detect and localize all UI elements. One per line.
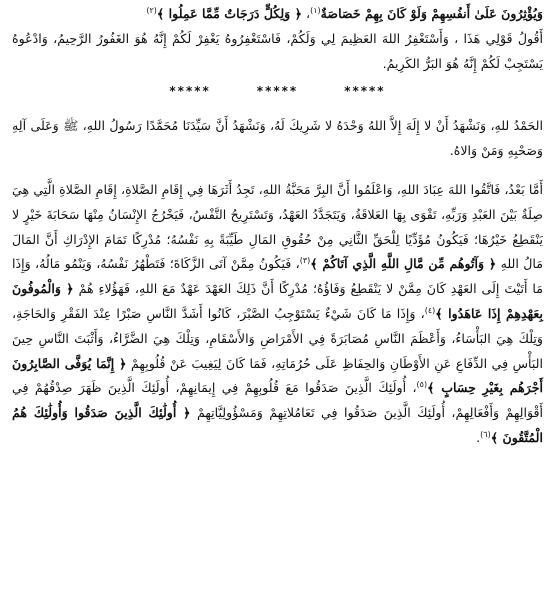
star-separator: ***** (169, 84, 211, 99)
footnote-marker[interactable]: (٤) (424, 305, 436, 315)
footnote-marker[interactable]: (٥) (416, 380, 428, 390)
body-text: ، فَيَكُونُ مِمَّنْ آتَى الزَّكَاةَ؛ فَتَطْهُرُ نَفْسُهُ، وَيَنْمُو مَالُهُ، وَإِذَا مَا أَتَيْتَ إِلَى العَهْدِ كَانَ مِمَّنْ لا يَنْقَطِعُ وَفَاؤُهُ؛ مُدْرِكًا أَنَّ ذَلِكَ العَهْدَ عَهْدٌ مَعَ اللهِ، فَهَؤُلاءِ هُمْ (12, 256, 543, 297)
quran-verse: ﴿ وَالْمُوفُونَ بِعَهْدِهِمْ إِذَا عَاهَدُوا ﴾ (12, 281, 543, 321)
quran-verse: ﴿ وَآتُوهُم مِّن مَّالِ اللَّهِ الَّذِي آتَاكُمْ ﴾ (310, 256, 497, 272)
closing-paragraph (12, 2, 543, 76)
sermon-body-paragraph (12, 178, 543, 451)
separator-text: ، (302, 6, 311, 21)
quran-verse: وَيُؤْثِرُونَ عَلَىٰ أَنفُسِهِمْ وَلَوْ كَانَ بِهِمْ خَصَاصَةٌ (320, 6, 543, 21)
quran-verse: ﴿ إِنَّمَا يُوَفَّى الصَّابِرُونَ أَجْرَهُم بِغَيْرِ حِسَابٍ ﴾ (12, 355, 543, 396)
footnote-marker[interactable]: (٦) (480, 429, 491, 439)
body-text: أَمَّا بَعْدُ، فَاتَّقُوا اللهَ عِبَادَ اللهِ، وَاعْلَمُوا أَنَّ البِرَّ مَحَبَّةُ اللهِ، تَجِدُ أَثَرَهَا فِي إِقَامِ الصَّلاةِ، إِقَامِ الصَّلاةِ الَّتِي هِيَ صِلَةٌ بَيْنَ العَبْدِ وَرَبِّهِ، تَقْوَى بِهَا العَلاقَةُ، وَيَتَجَدَّدُ العَهْدُ، وَتَسْتَرِيحُ النَّفْسُ، فَيَخْرُجُ الإِنْسَانُ مِنْهَا سَحَابَةَ خَيْرٍ لا يَنْقَطِعُ خَيْرُهَا؛ فَيَكُونُ مُؤَدِّيًا لِلْحَقِّ الثَّانِي مِنْ حُقُوقِ المَالِ طَيِّبَةً بِهِ نَفْسُهُ؛ مُدْرِكًا تَمَامَ الإِدْرَاكِ أَنَّ المَالَ مَالُ اللهِ (12, 181, 544, 272)
star-separator: ***** (256, 84, 299, 99)
quran-verse: ﴿ أُولَٰئِكَ الَّذِينَ صَدَقُوا وَأُولَٰئِكَ هُمُ الْمُتَّقُونَ ﴾ (12, 405, 543, 445)
footnote-marker[interactable]: (٣) (299, 256, 311, 266)
footnote-marker[interactable]: (١) (310, 5, 321, 15)
quran-verse: ﴿ وَلِكُلٍّ دَرَجَاتٌ مِّمَّا عَمِلُوا ﴾ (156, 6, 303, 21)
section-separator (12, 84, 543, 98)
opening-praise-paragraph: الحَمْدُ للهِ، وَنَشْهَدُ أَنْ لا إِلَهَ إِلاَّ اللهُ وَحْدَهُ لا شَرِيكَ لَهُ، وَنَشْهَدُ أَنَّ سَيِّدَنَا مُحَمَّدًا رَسُولُ اللهِ، ﷺ وَعَلَى آلِهِ وَصَحْبِهِ وَمَنْ وَالاهُ. (12, 118, 543, 159)
footnote-marker[interactable]: (٢) (146, 5, 157, 15)
closing-supplication: أَقُولُ قَوْلِي هَذَا ، وَأَسْتَغْفِرُ اللهَ العَظِيمَ لِي وَلَكُمْ، فَاسْتَغْفِرُوهُ يَغْفِرْ لَكُمْ إِنَّهُ هُوَ الغَفُورُ الرَّحِيمُ، وَادْعُوهُ يَسْتَجِبْ لَكُمْ إِنَّهُ هُوَ البَرُّ الكَرِيمُ. (12, 30, 543, 71)
star-separator: ***** (344, 84, 386, 99)
body-text: . (476, 429, 481, 445)
body-text: ، أُولَئِكَ الَّذِينَ صَدَقُوا مَعَ قُلُوبِهِمْ فِي إِيمَانِهِمْ، أُولَئِكَ الَّذِينَ ظَهَرَ صِدْقُهُمْ فِي أَقْوَالِهِمْ وَأَفْعَالِهِمْ، أُولَئِكَ الَّذِينَ صَدَقُوا فِي تَعَامُلاتِهِمْ وَمَسْؤُولِيَّاتِهِمْ (12, 380, 543, 421)
body-text: ، وَإِذَا مَا كَانَ شَيْءٌ يَسْتَوْجِبُ الصَّبْرَ، كَانُوا أَشَدَّ النَّاسِ صَبْرًا عِنْدَ الفَقْرِ وَالحَاجَةِ، وَتِلْكَ هِيَ البَأْسَاءُ، وَأَعْظَمَ النَّاسِ مُصَابَرَةً فِي الأَمْرَاضِ وَالأَسْقَامِ، وَتِلْكَ هِيَ الضَّرَّاءُ، وَأَثْبَتَ النَّاسِ حِينَ البَأْسِ فِي الدِّفَاعِ عَنِ الأَوْطَانِ وَالحِفَاظِ عَلَى حُرُمَاتِهِ، فَمَا كَانَ لِيَغِيبَ عَنْ قُلُوبِهِمْ (12, 305, 543, 371)
